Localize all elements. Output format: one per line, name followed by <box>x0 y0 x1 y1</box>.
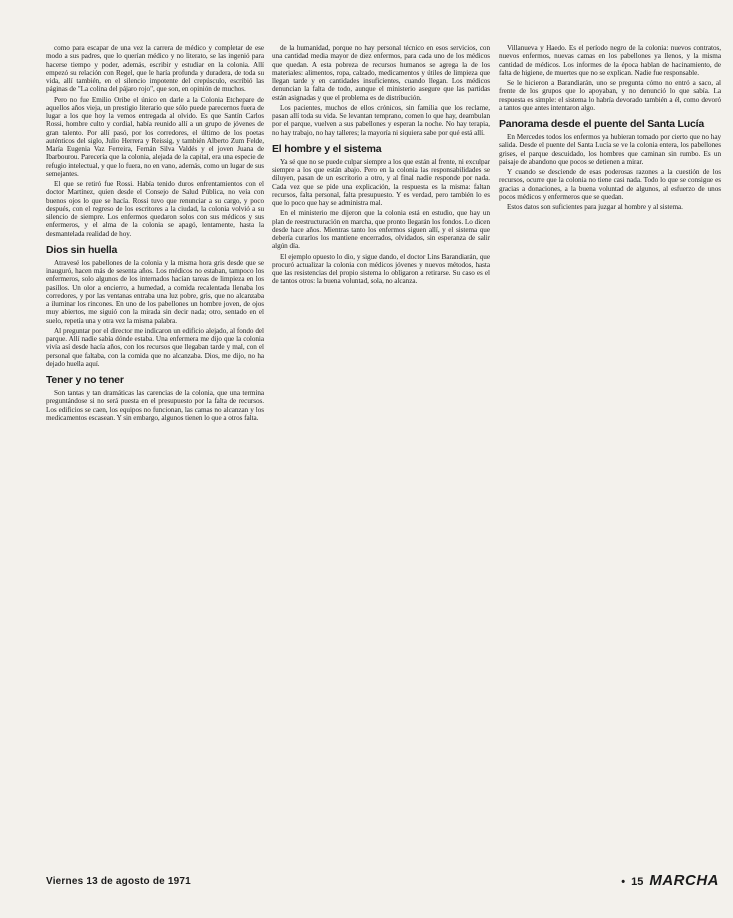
footer-masthead <box>621 872 719 889</box>
paragraph: Al preguntar por el director me indicaron un edificio alejado, al fondo del parque. Allí nadie sabía dónde estaba. Una enfermera me dijo que la colonia vivía así desde hacía años, con los recursos que llegaban tarde y mal, con el personal que faltaba, con la comida que no alcanzaba. Dios, me dijo, no ha dejado huella aquí. <box>46 326 264 368</box>
paragraph: Son tantas y tan dramáticas las carencias de la colonia, que una termina preguntándose si no será puesta en el presupuesto por la falta de recursos. Los edificios se caen, los equipos no funcionan, las camas no alcanzan y los medicamentos escasean. Y sin embargo, algunos tienen lo que a otros falta. <box>46 389 264 422</box>
paragraph: Atravesé los pabellones de la colonia y la misma hora gris desde que se inauguró, hacen más de sesenta años. Los médicos no estaban, tampoco los enfermeros, solo algunos de los internados hacían tareas de limpieza en los pasillos. Un olor a encierro, a humedad, a comida recalentada llenaba los corredores, y por las ventanas entraba una luz pobre, gris, que no alcanzaba a iluminar los rincones. En uno de los pabellones un hombre joven, de ojos muy abiertos, me siguió con la mirada sin decir nada; otro, sentado en el suelo, repetía una y otra vez la misma palabra. <box>46 258 264 325</box>
paragraph: Estos datos son suficientes para juzgar al hombre y al sistema. <box>507 203 683 211</box>
paragraph: como para escapar de una vez la carrera de médico y completar de ese modo a sus padres, que lo querían médico y no literato, se las ingenió para hacerse tiempo y poder, además, escribir y estudiar en la colonia. Allí empezó su relación con Regel, que le haría profunda y duradera, de toda su vida, allí también, en el silencio impotente del crepúsculo, escribió las páginas de "La colina del pájaro rojo", que son, en opinión de muchos. <box>46 44 264 94</box>
page-number: 15 <box>631 876 644 888</box>
paragraph: Villanueva y Haedo. Es el período negro de la colonia: nuevos contratos, nuevos enfermos, nuevas camas en los pabellones ya llenos, y la misma cantidad de médicos. Los informes de la época hablan de hacinamiento, de falta de higiene, de muertes que no se explican. Nadie fue responsable. <box>499 44 721 77</box>
publication-name: MARCHA <box>649 872 719 889</box>
column-middle <box>272 44 490 869</box>
paragraph: de la humanidad, porque no hay personal técnico en esos servicios, con una cantidad media mayor de diez enfermos, para cada uno de los médicos que quedan. A esta pobreza de recursos humanos se agrega la de los materiales: alimentos, ropa, calzado, medicamentos y útiles de limpieza que llegan tarde y en cantidades insuficientes, cuando llegan. Los médicos denuncian la falta de todo, aunque el ministerio asegure que las partidas están asignadas y que el problema es de distribución. <box>272 44 490 102</box>
section-heading-tener-y-no-tener: Tener y no tener <box>46 374 124 386</box>
paragraph: El que se retiró fue Rossi. Había tenido duros enfrentamientos con el doctor Martínez, quien desde el Consejo de Salud Pública, no veía con buenos ojos lo que se hacía. Rossi tuvo que renunciar a su cargo, y poco después, con el regreso de los escritores a la ciudad, la colonia volvió a su silencio de siempre. Los enfermos quedaron solos con sus médicos y sus enfermeros, y el alma de la colonia se apagó, lentamente, hasta la desmantelada realidad de hoy. <box>46 180 264 238</box>
paragraph: En el ministerio me dijeron que la colonia está en estudio, que hay un plan de reestructuración en marcha, que pronto llegarán los fondos. Lo dicen desde hace años. Mientras tanto los enfermos siguen allí, y el sistema que debería curarlos los mantiene encerrados, olvidados, sin esperanza de salir algún día. <box>272 209 490 251</box>
footer-date: Viernes 13 de agosto de 1971 <box>46 876 191 887</box>
paragraph: Pero no fue Emilio Oribe el único en darle a la Colonia Etchepare de aquellos años vieja, un prestigio literario que sólo puede parecernos fuera de lugar a los que hoy la vemos entregada al olvido. Es que Santín Carlos Rossi, hombre culto y cordial, había reunido allí a un grupo de jóvenes de gran talento. Por allí pasó, por los corredores, el último de los poetas auténticos del siglo, Julio Herrera y Reissig, y también Alberto Zum Felde, María Eugenia Vaz Ferreira, Fernán Silva Valdés y el joven Juana de Ibarbourou. Parecería que la colonia, alejada de la capital, era una especie de refugio intelectual, y que lo fuera, no en vano, además, como un lugar de sus semejantes. <box>46 95 264 178</box>
section-heading-el-hombre-y-el-sistema: El hombre y el sistema <box>272 142 382 155</box>
paragraph: En Mercedes todos los enfermos ya hubieran tomado por cierto que no hay salida. Desde el puente del Santa Lucía se ve la colonia entera, los pabellones grises, el parque descuidado, los hombres que caminan sin rumbo. Es un paisaje de abandono que pocos se detienen a mirar. <box>499 133 721 166</box>
paragraph: Se le hicieron a Barandiarán, uno se pregunta cómo no entró a saco, al frente de los grupos que lo apoyaban, y no denunció lo que sabía. La respuesta es simple: el sistema lo habría devorado también a él, como devoró a tantos que antes intentaron algo. <box>499 79 721 112</box>
paragraph: Y cuando se desciende de esas poderosas razones a la cuestión de los recursos, ocurre que la colonia no tiene casi nada. Todo lo que se consigue es gracias a donaciones, a la buena voluntad de algunos, al esfuerzo de unos pocos médicos y enfermeros que se quedan. <box>499 168 721 201</box>
column-right <box>499 44 721 869</box>
column-left <box>46 44 264 869</box>
paragraph: Ya sé que no se puede culpar siempre a los que están al frente, ni exculpar siempre a los que están abajo. Pero en la colonia las responsabilidades se diluyen, pasan de un escritorio a otro, y al final nadie responde por nada. Cada vez que se pide una explicación, la respuesta es la misma: faltan recursos, falta personal, falta presupuesto. Y es verdad, pero también lo es que lo poco que hay se administra mal. <box>272 157 490 207</box>
paragraph: El ejemplo opuesto lo dio, y sigue dando, el doctor Lins Barandiarán, que procuró actualizar la colonia con médicos jóvenes y nuevos métodos, hasta que las resistencias del propio sistema lo obligaron a retirarse. Su caso es el de tantos otros: la buena voluntad, sola, no alcanza. <box>272 252 490 286</box>
section-heading-dios-sin-huella: Dios sin huella <box>46 243 118 256</box>
footer-bullet: • <box>621 876 626 888</box>
section-heading-panorama: Panorama desde el puente del Santa Lucía <box>499 118 704 130</box>
paragraph: Los pacientes, muchos de ellos crónicos, sin familia que los reclame, pasan allí toda su vida. Se levantan temprano, comen lo que hay, deambulan por el parque, vuelven a sus pabellones y esperan la noche. No hay terapia, no hay trabajo, no hay talleres; la mayoría ni siquiera sabe por qué está allí. <box>272 103 490 137</box>
